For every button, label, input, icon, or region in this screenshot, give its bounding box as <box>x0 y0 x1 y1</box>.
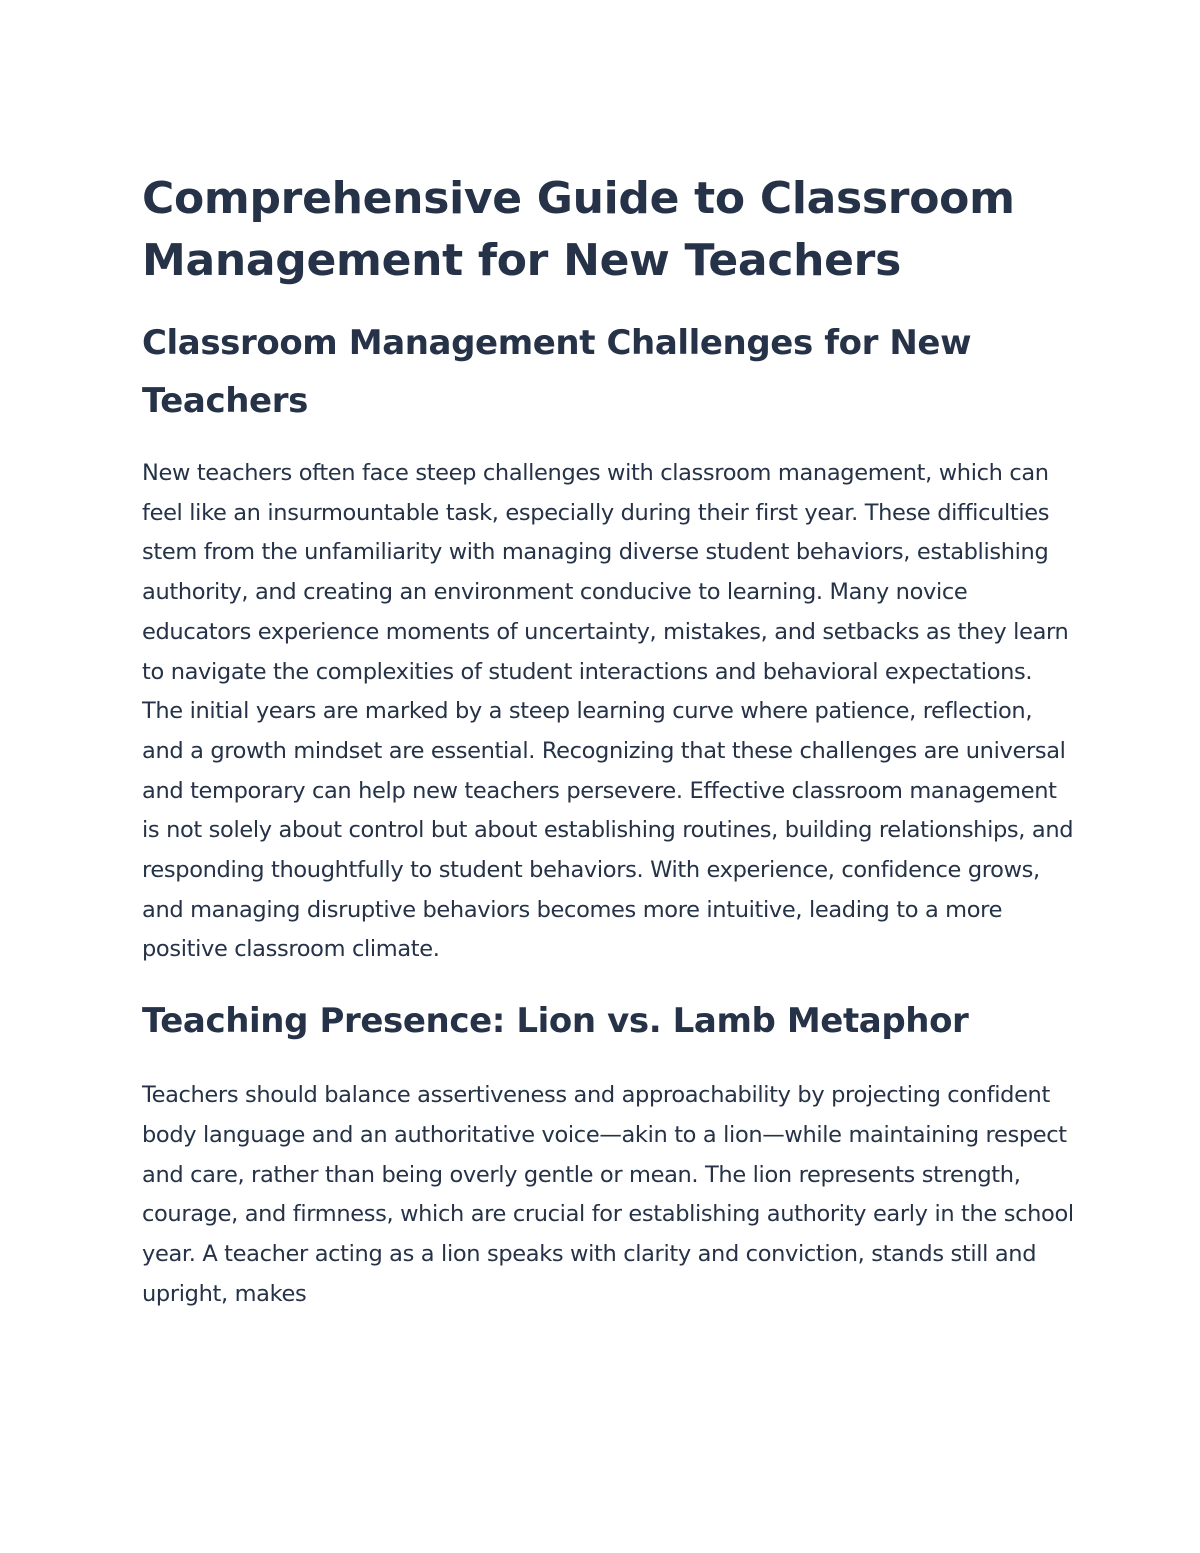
section-heading-teaching-presence: Teaching Presence: Lion vs. Lamb Metaphor <box>142 1001 969 1042</box>
document-page <box>142 168 1077 1314</box>
page-title: Comprehensive Guide to Classroom Management for New Teachers <box>142 173 1015 286</box>
section-heading-challenges: Classroom Management Challenges for New Teachers <box>142 323 972 421</box>
section-paragraph-teaching-presence: Teachers should balance assertiveness and approachability by projecting confident body language and an authoritative voice—akin to a lion—while maintaining respect and care, rather than being overly gentle or mean. The lion represents strength, courage, and firmness, which are crucial for establishing authority early in the school year. A teacher acting as a lion speaks with clarity and conviction, stands still and upright, makes <box>142 1082 1074 1307</box>
section-paragraph-challenges: New teachers often face steep challenges with classroom management, which can feel like an insurmountable task, especially during their first year. These difficulties stem from the unfamiliarity with managing diverse student behaviors, establishing authority, and creating an environment conducive to learning. Many novice educators experience moments of uncertainty, mistakes, and setbacks as they learn to navigate the complexities of student interactions and behavioral expectations. The initial years are marked by a steep learning curve where patience, reflection, and a growth mindset are essential. Recognizing that these challenges are universal and temporary can help new teachers persevere. Effective classroom management is not solely about control but about establishing routines, building relationships, and responding thoughtfully to student behaviors. With experience, confidence grows, and managing disruptive behaviors becomes more intuitive, leading to a more positive classroom climate. <box>142 460 1074 963</box>
